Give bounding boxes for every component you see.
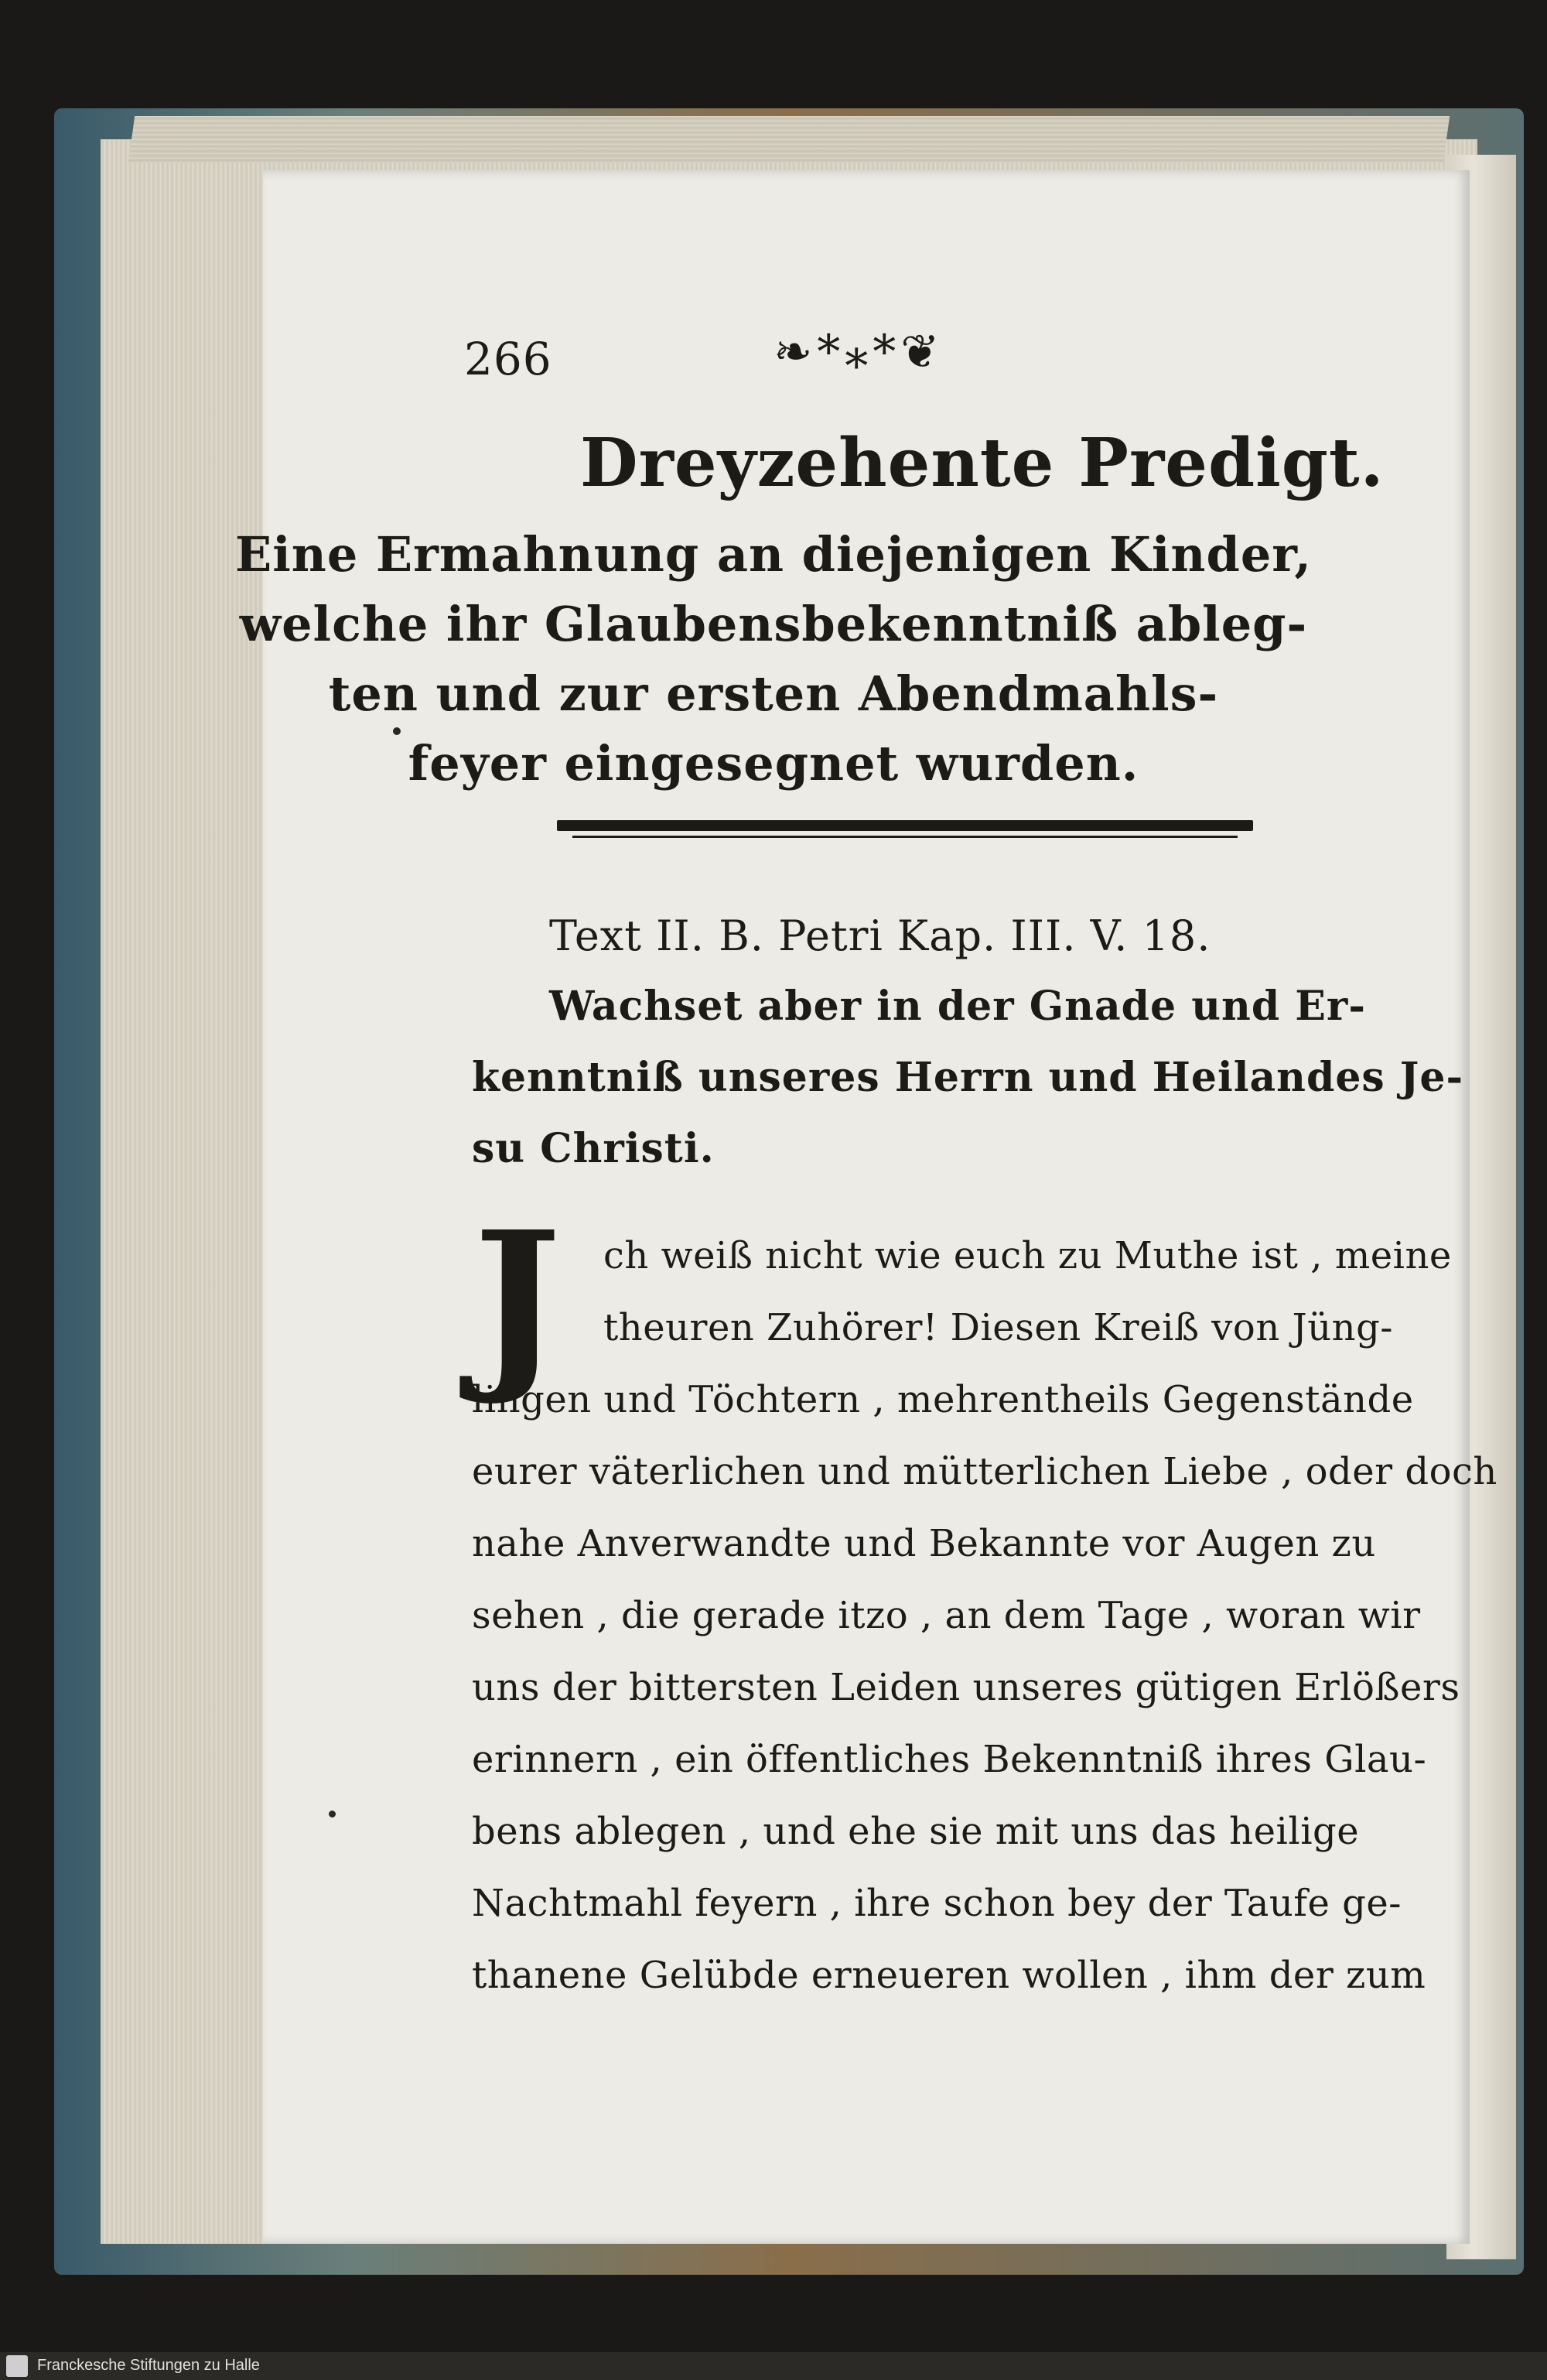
drop-cap: J <box>473 1191 562 1409</box>
ornament: ❧*⁎*❦ <box>774 325 944 379</box>
body-line: erinnern , ein öffentliches Bekenntniß ihres Glau- <box>472 1738 1427 1781</box>
verse-line: kenntniß unseres Herrn und Heilandes Je- <box>472 1054 1464 1101</box>
body-line: ch weiß nicht wie euch zu Muthe ist , meine <box>603 1234 1452 1277</box>
body-line: eurer väterlichen und mütterlichen Liebe , oder doch <box>472 1450 1497 1493</box>
divider-rule <box>557 820 1253 831</box>
sermon-title: Dreyzehente Predigt. <box>580 424 1385 502</box>
scripture-reference: Text II. B. Petri Kap. III. V. 18. <box>549 911 1211 960</box>
verse-line: Wachset aber in der Gnade und Er- <box>549 983 1366 1030</box>
body-line: nahe Anverwandte und Bekannte vor Augen zu <box>472 1522 1376 1565</box>
institution-name: Franckesche Stiftungen zu Halle <box>37 2357 260 2374</box>
body-line: theuren Zuhörer! Diesen Kreiß von Jüng- <box>603 1306 1394 1349</box>
divider-rule-thin <box>572 836 1238 838</box>
body-line: lingen und Töchtern , mehrentheils Gegenstände <box>472 1378 1414 1421</box>
paper-speck <box>393 727 401 735</box>
body-line: uns der bittersten Leiden unseres gütigen Erlößers <box>472 1666 1460 1709</box>
subtitle-line: ten und zur ersten Abendmahls- <box>328 665 1219 722</box>
page-number: 266 <box>464 333 552 385</box>
subtitle-line: welche ihr Glaubensbekenntniß ableg- <box>239 596 1308 652</box>
institution-logo-icon <box>6 2355 28 2377</box>
body-line: thanene Gelübde erneueren wollen , ihm der zum <box>472 1954 1426 1997</box>
paper-speck <box>329 1811 336 1817</box>
body-line: Nachtmahl feyern , ihre schon bey der Taufe ge- <box>472 1882 1402 1925</box>
body-line: sehen , die gerade itzo , an dem Tage , woran wir <box>472 1594 1421 1637</box>
page-edges-top <box>128 116 1450 162</box>
subtitle-line: feyer eingesegnet wurden. <box>408 735 1139 792</box>
body-line: bens ablegen , und ehe sie mit uns das heilige <box>472 1810 1360 1853</box>
subtitle-line: Eine Ermahnung an diejenigen Kinder, <box>234 526 1313 583</box>
verse-line: su Christi. <box>472 1125 715 1172</box>
